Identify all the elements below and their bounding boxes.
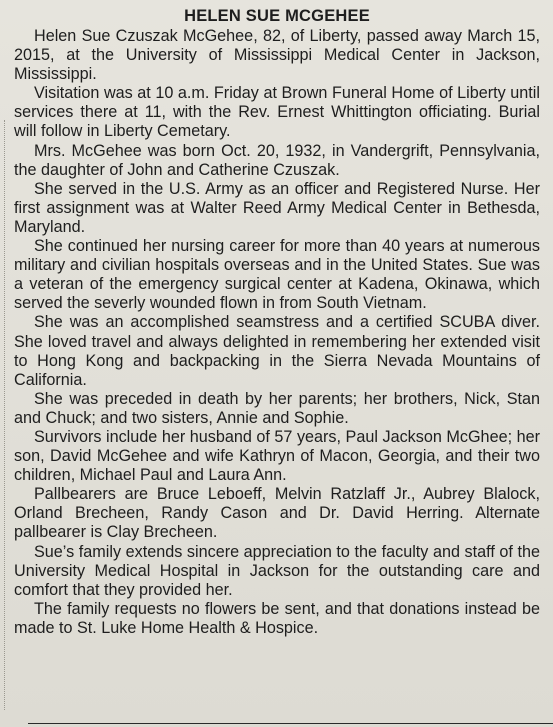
paragraph-hobbies: She was an accomplished seamstress and a certified SCUBA diver. She loved travel and always delighted in remembering her extended visit to Hong Kong and backpacking in the Sierra Nevada Mountains of California. xyxy=(14,313,540,389)
obituary-headline: HELEN SUE MCGEHEE xyxy=(184,7,370,25)
paragraph-death-notice: Helen Sue Czuszak McGehee, 82, of Liberty, passed away March 15, 2015, at the University of Mississippi Medical Center in Jackson, Mississippi. xyxy=(14,27,540,84)
paragraph-appreciation: Sue’s family extends sincere appreciation to the faculty and staff of the University Medical Hospital in Jackson for the outstanding care and comfort that they provided her. xyxy=(14,542,540,599)
paragraph-preceded-in-death: She was preceded in death by her parents; her brothers, Nick, Stan and Chuck; and two sisters, Annie and Sophie. xyxy=(14,389,540,427)
paragraph-birth: Mrs. McGehee was born Oct. 20, 1932, in Vandergrift, Pennsylvania, the daughter of John and Catherine Czuszak. xyxy=(14,141,540,179)
paragraph-army-service: She served in the U.S. Army as an officer and Registered Nurse. Her first assignment was at Walter Reed Army Medical Center in Bethesda, Maryland. xyxy=(14,179,540,236)
paragraph-donations: The family requests no flowers be sent, and that donations instead be made to St. Luke Home Health & Hospice. xyxy=(14,599,540,637)
column-edge-marks xyxy=(4,120,6,710)
paragraph-survivors: Survivors include her husband of 57 years, Paul Jackson McGhee; her son, David McGehee and wife Kathryn of Macon, Georgia, and their two children, Michael Paul and Laura Ann. xyxy=(14,427,540,485)
bottom-rule xyxy=(28,723,553,724)
paragraph-pallbearers: Pallbearers are Bruce Leboeff, Melvin Ratzlaff Jr., Aubrey Blalock, Orland Brecheen, Randy Cason and Dr. David Herring. Alternate pallbearer is Clay Brecheen. xyxy=(14,485,540,542)
paragraph-nursing-career: She continued her nursing career for more than 40 years at numerous military and civilian hospitals overseas and in the United States. Sue was a veteran of the emergency surgical center at Kadena, Okinawa, which served the severly wounded flown in from South Vietnam. xyxy=(14,237,540,313)
paragraph-visitation: Visitation was at 10 a.m. Friday at Brown Funeral Home of Liberty until services there at 11, with the Rev. Ernest Whittington officiating. Burial will follow in Liberty Cemetary. xyxy=(14,84,540,141)
